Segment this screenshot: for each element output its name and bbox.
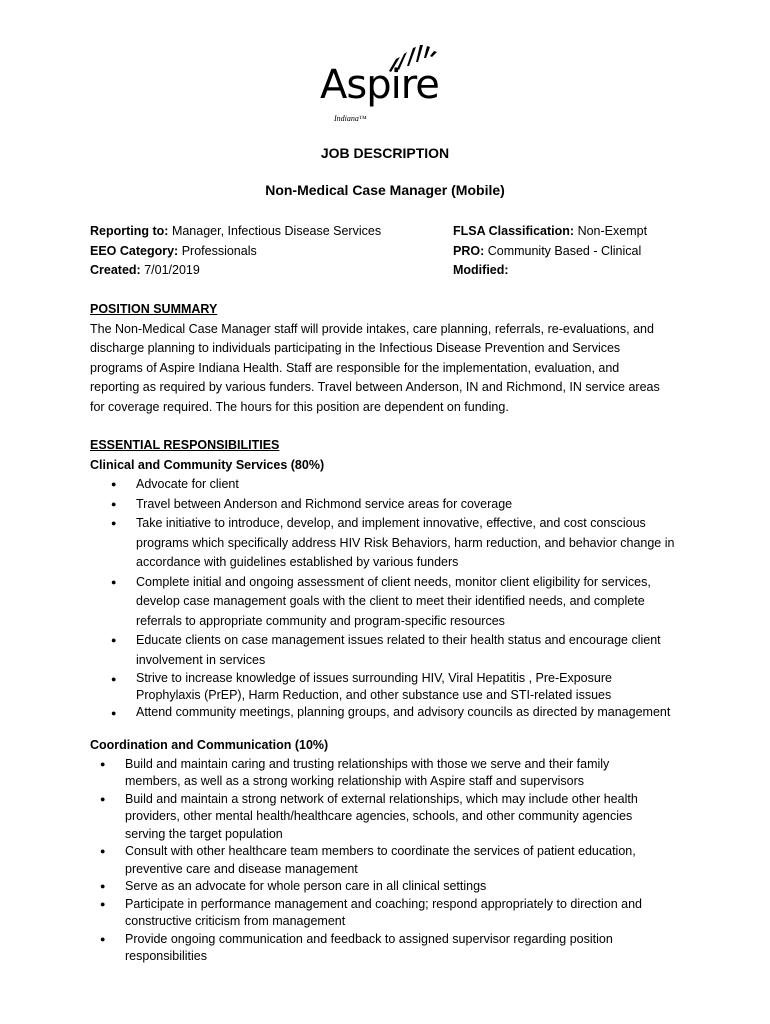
meta-label: FLSA Classification: [453,224,575,238]
summary-line: programs of Aspire Indiana Health. Staff are responsible for the implementation, evaluation, and [90,360,620,375]
subsection-heading: Coordination and Communication (10%) [90,738,329,752]
list-item [90,791,690,844]
list-item [90,495,690,515]
list-item-line: develop case management goals with the client to meet their identified needs, and complete [136,594,645,608]
meta-value: Manager, Infectious Disease Services [168,224,382,238]
list-item-line: serving the target population [125,826,283,841]
coordination-section [90,736,690,966]
list-item-line: ● Build and maintain a strong network of external relationships, which may include other health [125,791,638,806]
list-item [90,475,690,495]
list-item [90,843,690,878]
meta-value: Community Based - Clinical [484,243,642,258]
list-item-line: ● Advocate for client [136,477,239,491]
meta-label: Modified: [453,263,509,277]
summary-line: reporting as required by various funders. Travel between Anderson, IN and Richmond, IN service areas [90,380,660,394]
list-item-line: members, as well as a strong working relationship with Aspire staff and supervisors [125,774,585,788]
list-item-line: providers, other mental health/healthcare agencies, schools, and other community agencies [125,809,633,823]
list-item-line: programs which specifically address HIV Risk Behaviors, harm reduction, and behavior change in [136,535,675,550]
meta-pro [453,242,647,262]
meta-flsa-classification [453,222,647,242]
responsibilities-section [90,436,690,721]
list-item-line: Prophylaxis (PrEP), Harm Reduction, and other substance use and STI-related issues [136,688,612,702]
list-item [90,573,690,632]
clinical-list [90,475,690,721]
list-item-line: ● Build and maintain caring and trusting relationships with those we serve and their family [125,756,610,771]
list-item [90,704,690,721]
list-item-line: ● Educate clients on case management issues related to their health status and encourage client [136,633,661,647]
list-item [90,631,690,670]
list-item-line: ● Provide ongoing communication and feedback to assigned supervisor regarding position [125,931,613,946]
summary-line: discharge planning to individuals participating in the Infectious Disease Prevention and Services [90,341,621,355]
meta-label: PRO: [453,243,485,258]
list-item-line: ● Participate in performance management and coaching; respond appropriately to direction and [125,896,642,911]
meta-left-column [90,222,381,281]
list-item [90,931,690,966]
meta-reporting-to [90,222,381,242]
meta-label: EEO Category: [90,243,179,258]
list-item-line: referrals to appropriate community and program-specific resources [136,613,505,628]
section-heading: POSITION SUMMARY [90,302,218,316]
meta-value: 7/01/2019 [140,263,200,277]
list-item-line: accordance with guidelines established by various funders [136,555,459,569]
subsection-heading: Clinical and Community Services (80%) [90,457,325,472]
summary-line: for coverage required. The hours for this position are dependent on funding. [90,399,509,414]
list-item-line: responsibilities [125,949,207,963]
list-item-line: ● Travel between Anderson and Richmond service areas for coverage [136,496,513,511]
list-item [90,756,690,791]
list-item-line: ● Consult with other healthcare team members to coordinate the services of patient education, [125,844,636,858]
meta-label: Reporting to: [90,224,169,238]
logo-wordmark: Aspire [320,62,439,108]
list-item-line: ● Serve as an advocate for whole person care in all clinical settings [125,879,487,893]
list-item-line: ● Complete initial and ongoing assessment of client needs, monitor client eligibility for services, [136,574,651,589]
meta-modified [453,261,647,281]
list-item-line: ● Attend community meetings, planning groups, and advisory councils as directed by management [136,705,671,719]
coordination-list [90,756,690,966]
list-item-line: preventive care and disease management [125,861,358,876]
meta-right-column [453,222,647,281]
meta-value: Non-Exempt [574,224,648,238]
list-item-line: involvement in services [136,652,266,667]
list-item [90,670,690,704]
aspire-logo [318,40,453,130]
list-item [90,878,690,896]
summary-paragraph [90,320,690,418]
list-item-line: ● Strive to increase knowledge of issues surrounding HIV, Viral Hepatitis , Pre-Exposure [136,671,612,685]
summary-line: The Non-Medical Case Manager staff will provide intakes, care planning, referrals, re-evaluations, and [90,321,654,336]
position-summary-section [90,300,690,417]
position-title: Non-Medical Case Manager (Mobile) [265,182,505,198]
list-item [90,514,690,573]
meta-created [90,261,381,281]
section-heading: ESSENTIAL RESPONSIBILITIES [90,438,280,452]
meta-value: Professionals [178,243,257,258]
document-title: JOB DESCRIPTION [320,145,450,161]
list-item-line: constructive criticism from management [125,914,346,928]
logo-subtitle: Indiana™ [334,114,367,123]
meta-eeo-category [90,242,381,262]
meta-label: Created: [90,263,141,277]
list-item [90,896,690,931]
list-item-line: ● Take initiative to introduce, develop, and implement innovative, effective, and cost conscious [136,516,646,530]
